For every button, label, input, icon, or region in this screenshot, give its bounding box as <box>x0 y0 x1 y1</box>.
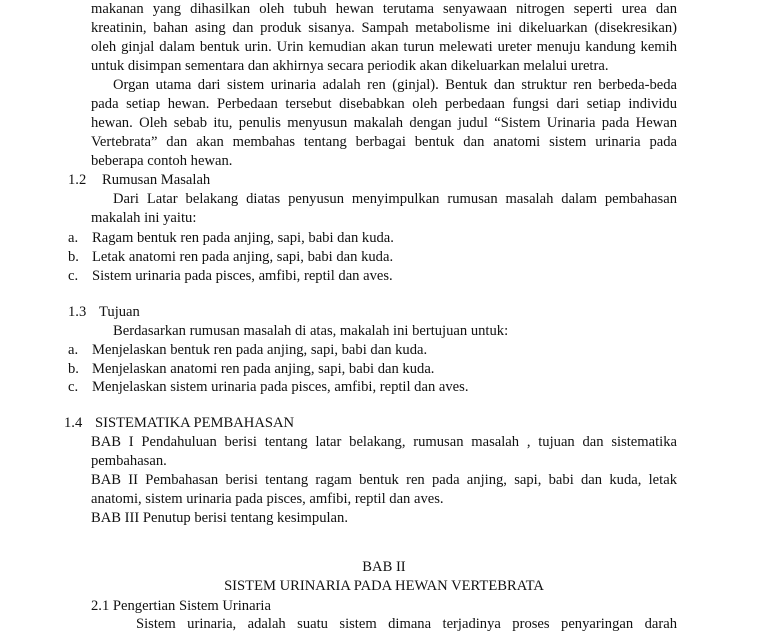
sec14-line-4: anatomi, sistem urinaria pada pisces, amfibi, reptil dan aves. <box>91 491 444 507</box>
list-item <box>68 229 394 248</box>
section-2-1-number: 2.1 <box>91 598 110 614</box>
intro-line-1: makanan yang dihasilkan oleh tubuh hewan terutama senyawaan nitrogen seperti urea dan <box>91 1 677 17</box>
sec21-line-1: Sistem urinaria, adalah suatu sistem dimana terjadinya proses penyaringan darah <box>136 616 677 632</box>
list-item <box>68 341 427 360</box>
list-marker: b. <box>68 361 79 377</box>
list-text: Menjelaskan anatomi ren pada anjing, sapi, babi dan kuda. <box>92 361 435 377</box>
sec14-line-5: BAB III Penutup berisi tentang kesimpulan. <box>91 510 348 526</box>
list-item <box>68 378 468 397</box>
sec12-line-1: Dari Latar belakang diatas penyusun menyimpulkan rumusan masalah dalam pembahasan <box>113 191 677 207</box>
list-item <box>68 360 434 379</box>
sec12-line-2: makalah ini yaitu: <box>91 210 197 226</box>
list-text: Ragam bentuk ren pada anjing, sapi, babi dan kuda. <box>92 230 394 246</box>
para2-line-2: pada setiap hewan. Perbedaan tersebut disebabkan oleh perbedaan fungsi dari setiap individu <box>91 96 677 112</box>
section-1-3-number: 1.3 <box>68 304 87 320</box>
para2-line-3: hewan. Oleh sebab itu, penulis menyusun makalah dengan judul “Sistem Urinaria pada Hewan <box>91 115 677 131</box>
list-text: Sistem urinaria pada pisces, amfibi, reptil dan aves. <box>92 268 393 284</box>
para2-line-5: beberapa contoh hewan. <box>91 153 233 169</box>
list-item <box>68 267 393 286</box>
sec13-intro: Berdasarkan rumusan masalah di atas, makalah ini bertujuan untuk: <box>113 323 509 339</box>
chapter-label: BAB II <box>362 559 406 575</box>
section-1-2-heading <box>68 171 210 190</box>
intro-line-4: untuk disimpan sementara dan akhirnya secara periodik akan dikeluarkan melalui uretra. <box>91 58 609 74</box>
list-marker: c. <box>68 268 79 284</box>
list-marker: b. <box>68 249 79 265</box>
intro-line-2: kreatinin, bahan asing dan produk sisanya. Sampah metabolisme ini dikeluarkan (disekresikan) <box>91 20 677 36</box>
sec14-line-1: BAB I Pendahuluan berisi tentang latar belakang, rumusan masalah , tujuan dan sistematika <box>91 434 677 450</box>
sec14-line-3: BAB II Pembahasan berisi tentang ragam bentuk ren pada anjing, sapi, babi dan kuda, letak <box>91 472 677 488</box>
list-marker: a. <box>68 230 79 246</box>
intro-line-3: oleh ginjal dalam bentuk urin. Urin kemudian akan turun melewati ureter menuju kandung kemih <box>91 39 677 55</box>
list-marker: a. <box>68 342 79 358</box>
section-2-1-heading <box>91 597 271 616</box>
section-1-3-heading <box>68 303 140 322</box>
list-text: Menjelaskan sistem urinaria pada pisces, amfibi, reptil dan aves. <box>92 379 469 395</box>
list-item <box>68 248 393 267</box>
para2-line-1: Organ utama dari sistem urinaria adalah ren (ginjal). Bentuk dan struktur ren berbeda-beda <box>113 77 677 93</box>
list-marker: c. <box>68 379 79 395</box>
section-2-1-title: Pengertian Sistem Urinaria <box>112 598 271 614</box>
list-text: Menjelaskan bentuk ren pada anjing, sapi, babi dan kuda. <box>92 342 428 358</box>
section-1-2-number: 1.2 <box>68 172 87 188</box>
list-text: Letak anatomi ren pada anjing, sapi, babi dan kuda. <box>92 249 394 265</box>
section-1-4-heading <box>64 414 294 433</box>
para2-line-4: Vertebrata” dan akan membahas tentang berbagai bentuk dan anatomi sistem urinaria pada <box>91 134 677 150</box>
section-1-3-title: Tujuan <box>99 304 140 320</box>
section-1-4-number: 1.4 <box>64 415 83 431</box>
chapter-title: SISTEM URINARIA PADA HEWAN VERTEBRATA <box>224 578 544 594</box>
section-1-4-title: SISTEMATIKA PEMBAHASAN <box>95 415 295 431</box>
section-1-2-title: Rumusan Masalah <box>102 172 211 188</box>
sec14-line-2: pembahasan. <box>91 453 167 469</box>
